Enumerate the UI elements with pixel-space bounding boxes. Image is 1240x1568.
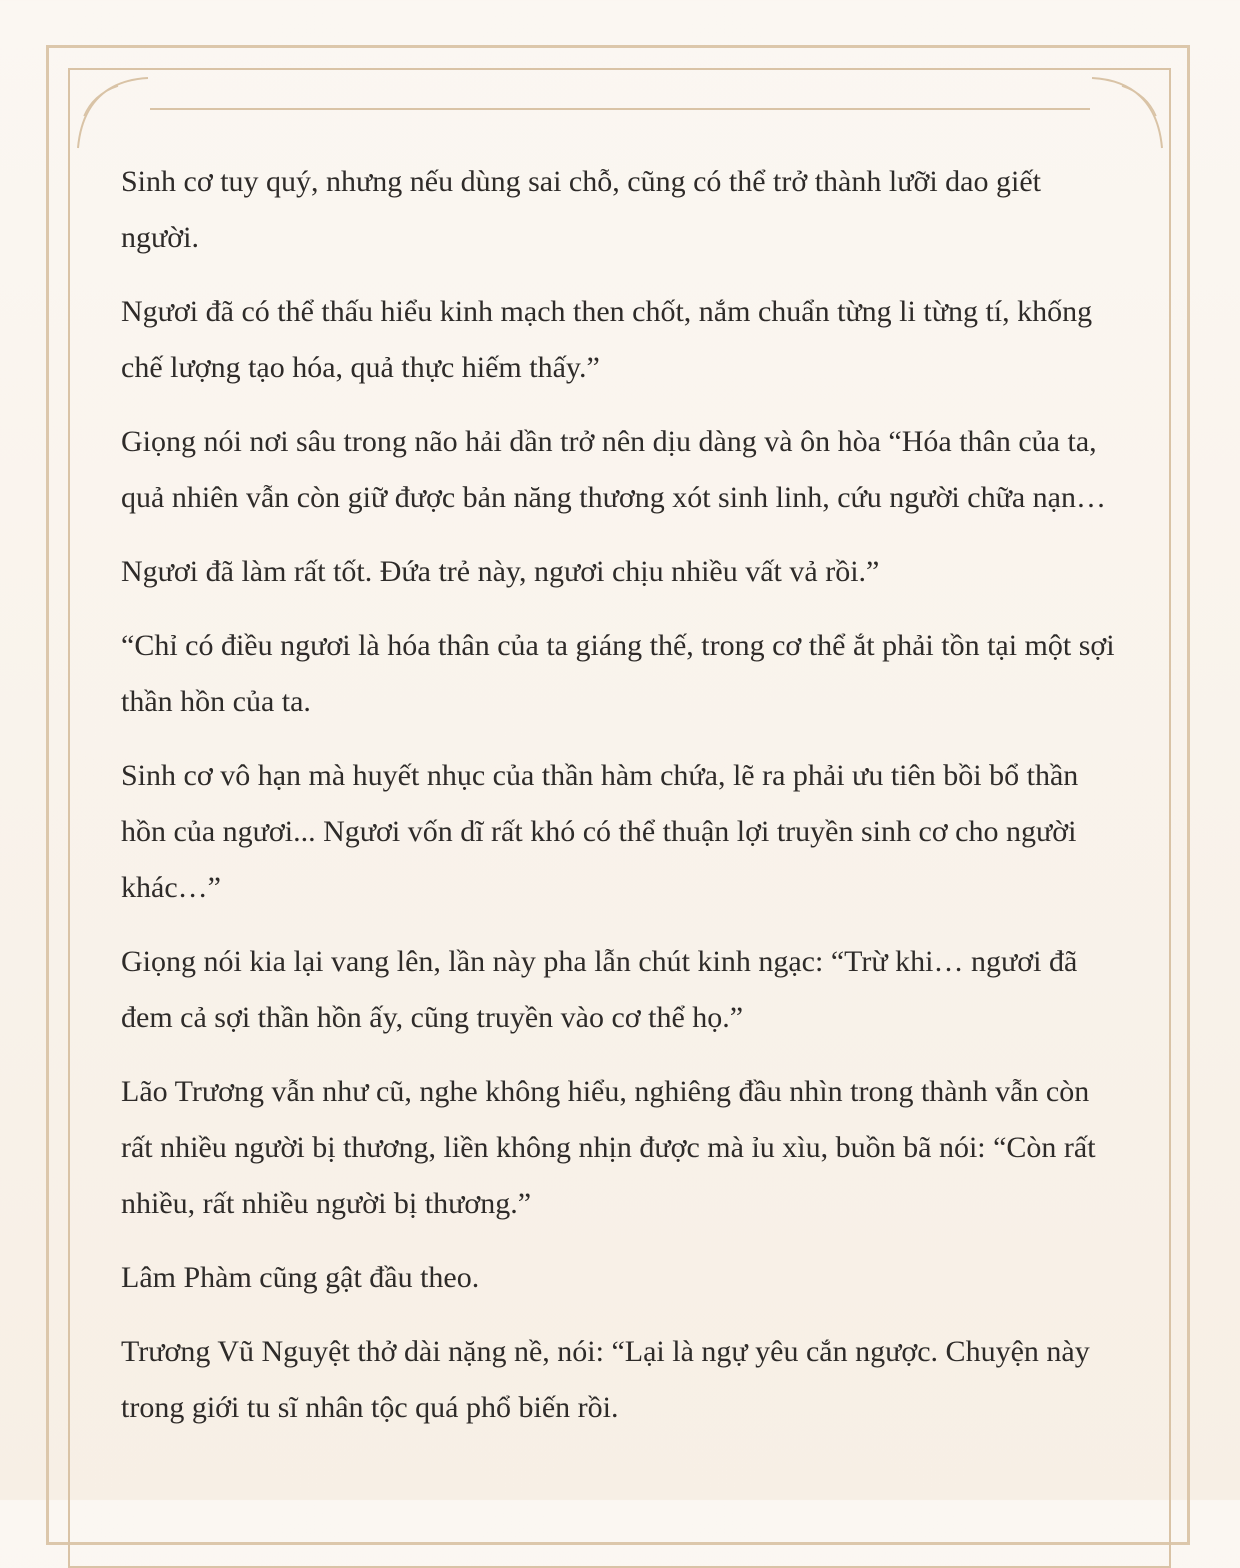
story-paragraph: Trương Vũ Nguyệt thở dài nặng nề, nói: “Lại là ngự yêu cắn ngược. Chuyện này trong giới tu sĩ nhân tộc quá phổ biến rồi. [121, 1335, 1090, 1424]
story-paragraph: Giọng nói nơi sâu trong não hải dần trở nên dịu dàng và ôn hòa “Hóa thân của ta, quả nhiên vẫn còn giữ được bản năng thương xót sinh linh, cứu người chữa nạn… [121, 425, 1106, 514]
story-paragraph: “Chỉ có điều ngươi là hóa thân của ta giáng thế, trong cơ thể ắt phải tồn tại một sợi thần hồn của ta. [121, 629, 1115, 718]
story-text-body [121, 154, 1121, 1454]
story-paragraph: Lâm Phàm cũng gật đầu theo. [121, 1261, 480, 1294]
story-paragraph: Lão Trương vẫn như cũ, nghe không hiểu, nghiêng đầu nhìn trong thành vẫn còn rất nhiều người bị thương, liền không nhịn được mà ỉu xìu, buồn bã nói: “Còn rất nhiều, rất nhiều người bị thương.” [121, 1075, 1096, 1220]
story-paragraph: Giọng nói kia lại vang lên, lần này pha lẫn chút kinh ngạc: “Trừ khi… ngươi đã đem cả sợi thần hồn ấy, cũng truyền vào cơ thể họ.” [121, 945, 1078, 1034]
story-paragraph: Ngươi đã làm rất tốt. Đứa trẻ này, ngươi chịu nhiều vất vả rồi.” [121, 555, 880, 588]
story-paragraph: Ngươi đã có thể thấu hiểu kinh mạch then chốt, nắm chuẩn từng li từng tí, khống chế lượng tạo hóa, quả thực hiếm thấy.” [121, 295, 1093, 384]
story-paragraph: Sinh cơ vô hạn mà huyết nhục của thần hàm chứa, lẽ ra phải ưu tiên bồi bổ thần hồn của ngươi... Ngươi vốn dĩ rất khó có thể thuận lợi truyền sinh cơ cho người khác…” [121, 759, 1079, 904]
story-paragraph: Sinh cơ tuy quý, nhưng nếu dùng sai chỗ, cũng có thể trở thành lưỡi dao giết người. [121, 165, 1041, 254]
